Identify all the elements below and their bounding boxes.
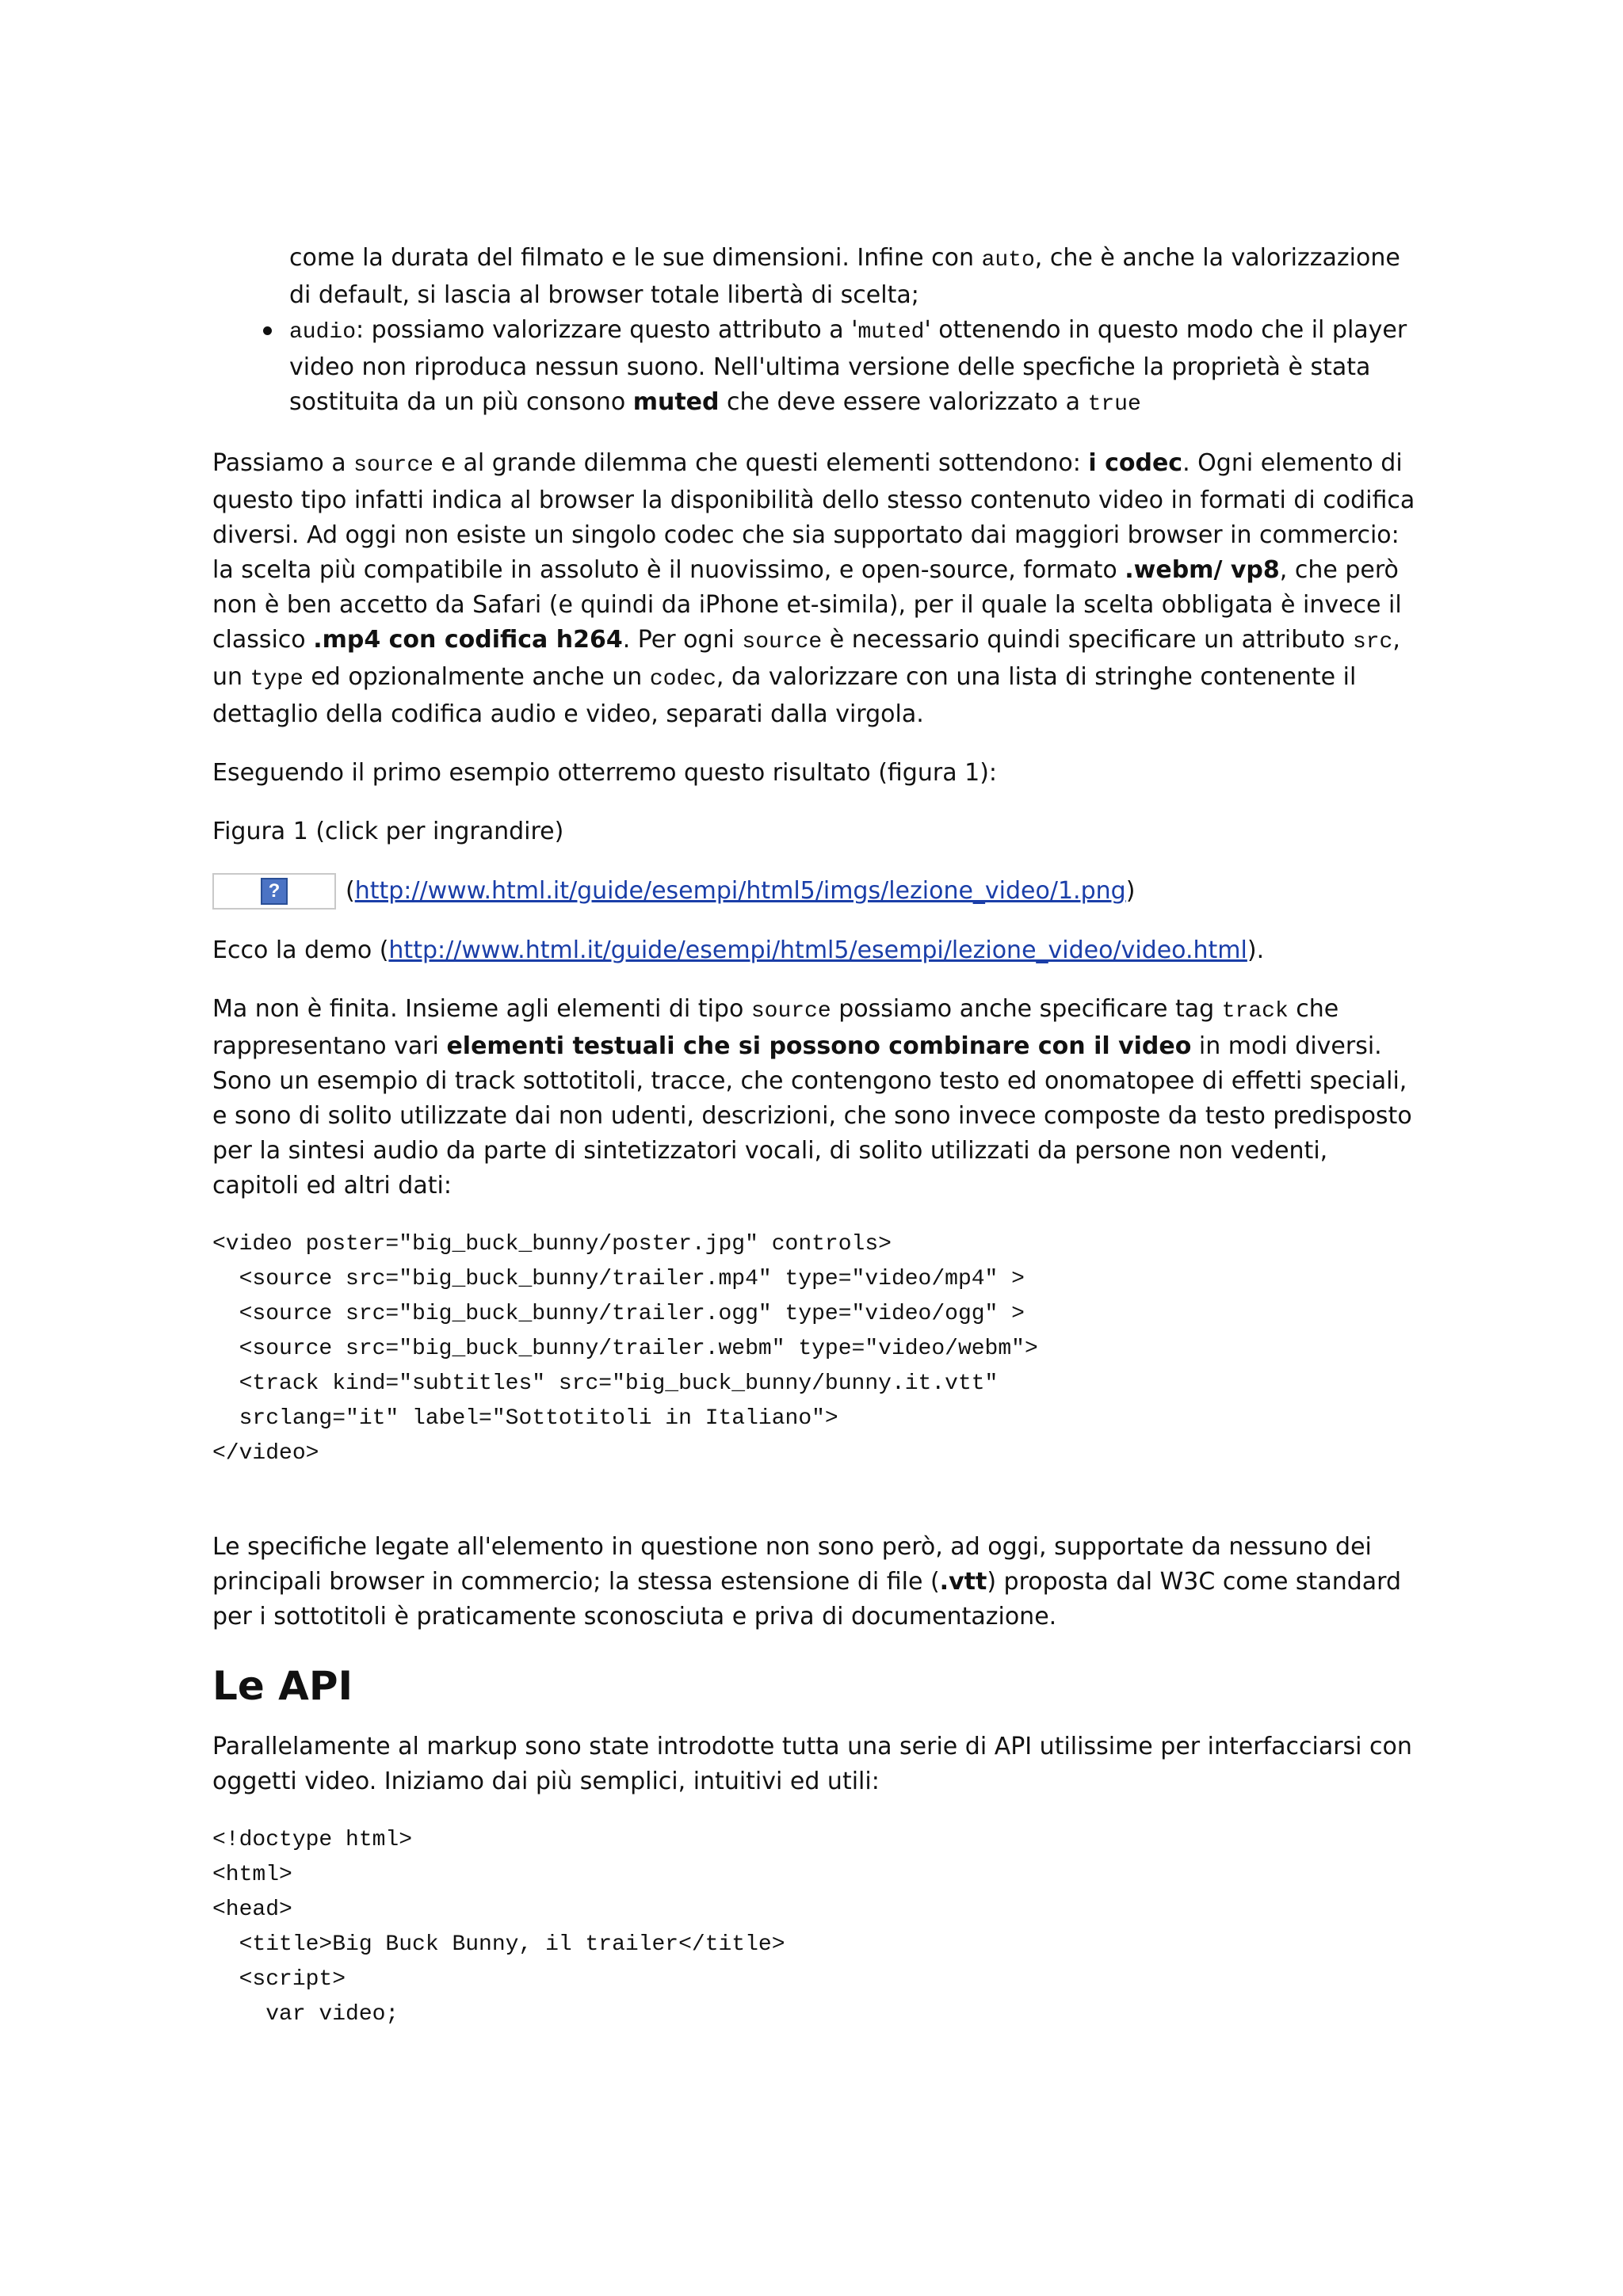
inline-code: source — [742, 630, 823, 654]
bold-text: i codec — [1088, 449, 1183, 477]
paragraph-api: Parallelamente al markup sono state introdotte tutta una serie di API utilissime per interfacciarsi con oggetti video. Iniziamo dai più semplici, intuitivi ed utili: — [212, 1733, 1412, 1795]
question-mark-icon: ? — [261, 878, 288, 905]
text: Le specifiche legate all'elemento in questione non sono però, ad oggi, supportate da nessuno dei principali browser in commercio; la stessa estensione di file ( — [212, 1533, 1372, 1596]
code-line: <track kind="subtitles" src="big_buck_bunny/bunny.it.vtt" — [212, 1371, 999, 1396]
inline-code: source — [353, 453, 433, 478]
list-item-audio — [212, 313, 1421, 422]
text: , che però non è ben accetto da Safari (e quindi da iPhone et-simila), per il quale la scelta obbligata è invece il classico — [212, 556, 1402, 654]
text: ( — [346, 877, 355, 905]
code-line: </video> — [212, 1441, 319, 1466]
inline-code: audio — [289, 320, 357, 345]
text: possiamo anche specificare tag — [831, 995, 1222, 1023]
bold-text: .mp4 con codifica h264 — [313, 626, 623, 654]
code-line: <source src="big_buck_bunny/trailer.ogg" type="video/ogg" > — [212, 1302, 1025, 1326]
text: , un — [212, 626, 1400, 691]
code-line: <video poster="big_buck_bunny/poster.jpg" controls> — [212, 1232, 892, 1257]
text: ' ottenendo in questo modo che il player video non riproduca nessun suono. Nell'ultima versione delle specfiche la proprietà è stata sostituita da un più consono — [289, 316, 1407, 416]
text: Ma non è finita. Insieme agli elementi di tipo — [212, 995, 751, 1023]
bold-text: .vtt — [939, 1568, 987, 1596]
code-line: <source src="big_buck_bunny/trailer.mp4" type="video/mp4" > — [212, 1267, 1025, 1291]
inline-code: muted — [857, 320, 925, 345]
text: . Ogni elemento di questo tipo infatti indica al browser la disponibilità dello stesso contenuto video in formati di codifica diversi. Ad oggi non esiste un singolo codec che sia supportato dai maggiori browser in commercio: la scelta più compatibile in assoluto è il nuovissimo, e open-source, formato — [212, 449, 1415, 584]
code-line: <script> — [212, 1967, 346, 1992]
text: di default, si lascia al browser totale libertà di scelta; — [289, 281, 919, 309]
text: è necessario quindi specificare un attributo — [822, 626, 1353, 654]
text: in modi diversi. Sono un esempio di track sottotitoli, tracce, che contengono testo ed onomatopee di effetti speciali, e sono di solito utilizzate dai non udenti, descrizioni, che sono invece composte da testo predisposto per la sintesi audio da parte di sintetizzatori vocali, di solito utilizzati da persone non vedenti, capitoli ed altri dati: — [212, 1032, 1412, 1199]
inline-code: src — [1352, 630, 1393, 654]
text: e al grande dilemma che questi elementi sottendono: — [433, 449, 1089, 477]
demo-link[interactable]: http://www.html.it/guide/esempi/html5/esempi/lezione_video/video.html — [388, 936, 1247, 964]
figure-link[interactable]: http://www.html.it/guide/esempi/html5/imgs/lezione_video/1.png — [354, 877, 1126, 905]
code-line: <html> — [212, 1863, 292, 1887]
code-block-video — [212, 1227, 1421, 1471]
paragraph-track — [212, 992, 1421, 1203]
figure-image-placeholder[interactable] — [212, 873, 336, 910]
code-line: <!doctype html> — [212, 1828, 413, 1852]
code-line: srclang="it" label="Sottotitoli in Italiano"> — [212, 1406, 838, 1431]
code-line: <head> — [212, 1897, 292, 1922]
bold-text: muted — [632, 388, 720, 416]
code-line: var video; — [212, 2002, 399, 2027]
paragraph-codec — [212, 446, 1421, 732]
figure-caption: Figura 1 (click per ingrandire) — [212, 818, 564, 845]
text: : possiamo valorizzare questo attributo a ' — [356, 316, 858, 344]
inline-code: track — [1221, 999, 1289, 1024]
text: ed opzionalmente anche un — [303, 663, 650, 691]
text: ) proposta dal W3C come standard per i sottotitoli è praticamente sconosciuta e priva di documentazione. — [212, 1568, 1401, 1630]
text: , che è anche la valorizzazione — [1034, 244, 1400, 272]
attribute-list — [212, 241, 1421, 422]
inline-code: auto — [981, 248, 1035, 273]
figure-row — [212, 873, 1421, 910]
text: ). — [1247, 936, 1265, 964]
bold-text: .webm/ vp8 — [1125, 556, 1280, 584]
paragraph-demo — [212, 933, 1421, 968]
document-body — [212, 241, 1421, 2056]
text: Passiamo a — [212, 449, 354, 477]
code-line: <source src="big_buck_bunny/trailer.webm" type="video/webm"> — [212, 1337, 1038, 1361]
bullet-icon — [263, 326, 272, 335]
text: , da valorizzare con una lista di stringhe contenente il dettaglio della codifica audio e video, separati dalla virgola. — [212, 663, 1357, 728]
list-item-continuation — [212, 241, 1421, 313]
inline-code: source — [750, 999, 831, 1024]
text: . Per ogni — [622, 626, 743, 654]
inline-code: codec — [649, 667, 716, 692]
bold-text: elementi testuali che si possono combinare con il video — [446, 1032, 1192, 1060]
inline-code: type — [250, 667, 304, 692]
paragraph-vtt — [212, 1530, 1421, 1634]
paragraph-esempio: Eseguendo il primo esempio otterremo questo risultato (figura 1): — [212, 759, 998, 787]
code-line: <title>Big Buck Bunny, il trailer</title> — [212, 1932, 785, 1957]
text: che deve essere valorizzato a — [719, 388, 1088, 416]
text: Ecco la demo ( — [212, 936, 389, 964]
heading-api: Le API — [212, 1663, 353, 1709]
text: che rappresentano vari — [212, 995, 1339, 1060]
code-block-api — [212, 1823, 1421, 2032]
inline-code: true — [1087, 392, 1141, 417]
text: ) — [1125, 877, 1136, 905]
text: come la durata del filmato e le sue dimensioni. Infine con — [289, 244, 982, 272]
